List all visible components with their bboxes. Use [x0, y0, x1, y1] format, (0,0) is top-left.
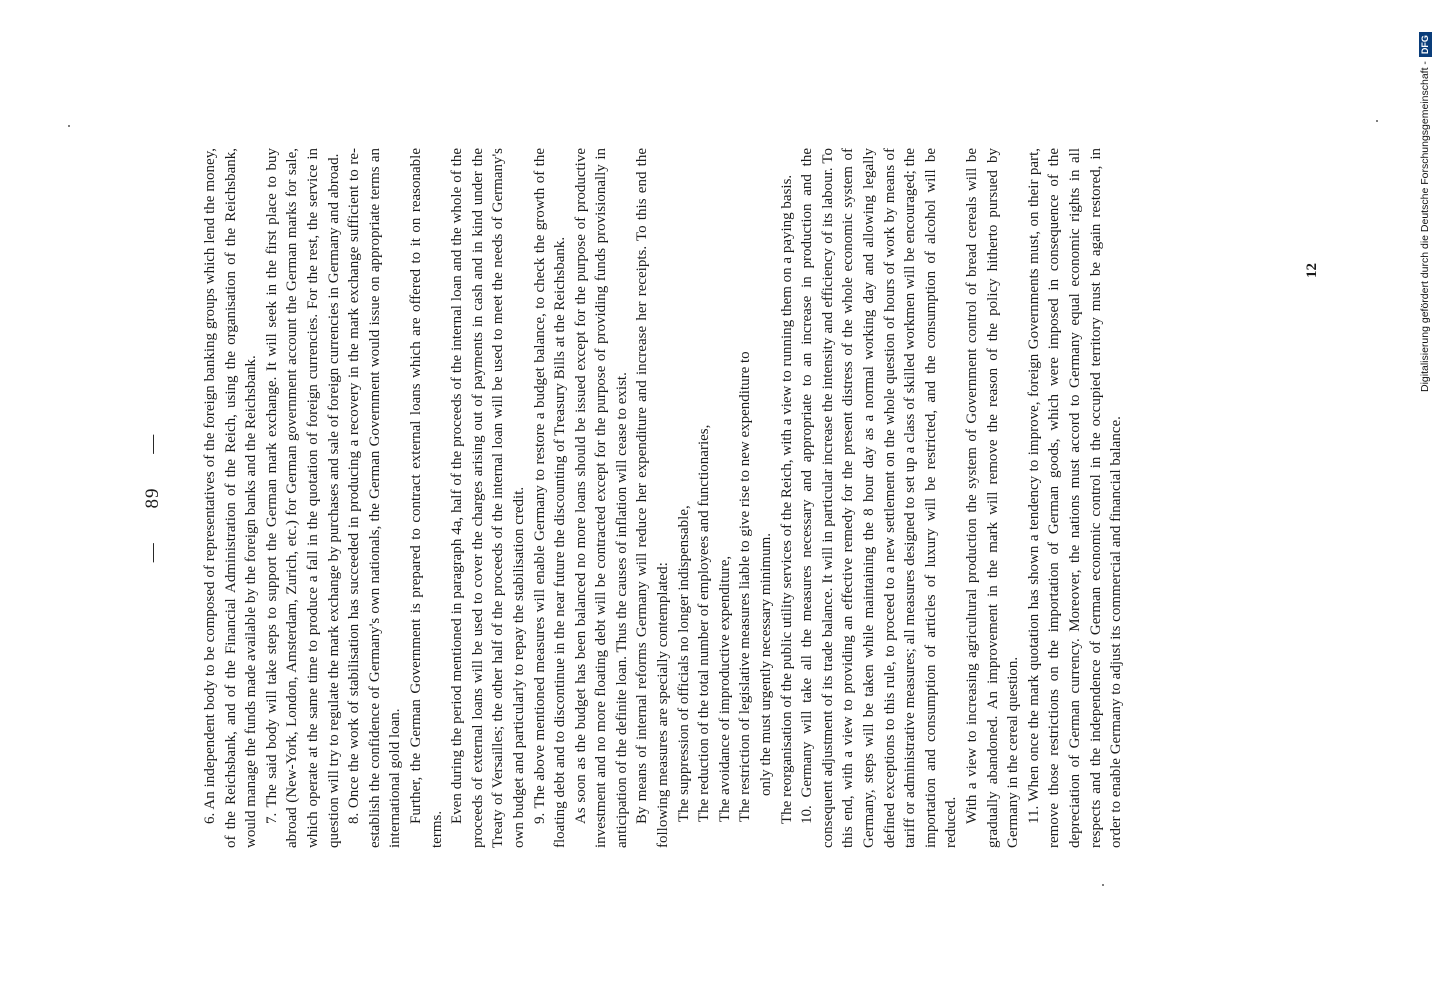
signature-number: 12 [1304, 263, 1320, 278]
measure-item: The avoidance of improductive expenditure, [716, 555, 733, 822]
measure-item-reorganisation: The reorganisation of the public utility services of the Reich, with a view to running them on a paying basis. [778, 174, 795, 824]
header-dash-left: — [142, 542, 163, 563]
paragraph-10-agriculture: With a view to increasing agricultural production the system of Government control of bread cereals will be gradually abandoned. An improvement in the mark will remove the reason of the policy hitherto pursued by Germany in the cereal question. [963, 148, 1022, 848]
scan-speck [1102, 884, 1104, 886]
paragraph-9: 9. The above mentioned measures will enable Germany to restore a budget balance, to check the growth of the floating debt and to discontinue in the near future the discounting of Treasury Bills at the Reichsbank. [531, 148, 569, 848]
header-dash-right: — [142, 433, 163, 454]
paragraph-9-reforms: By means of internal reforms Germany will reduce her expenditure and increase her receipts. To this end the following measures are specially contemplated: [634, 148, 672, 848]
paragraph-7: 7. The said body will take steps to support the German mark exchange. It will seek in the first place to buy abroad (New-York, London, Amsterdam, Zurich, etc.) for German government account the German marks for sale, which operate at the same time to produce a fall in the quotation of foreign currencies. For the rest, the service in question will try to regulate the mark exchange by purchases and sale of foreign currencies in Germany and abroad. [263, 148, 342, 848]
dfg-logo: DFG [1419, 32, 1432, 57]
measure-item: The suppression of officials no longer indispensable, [675, 505, 692, 822]
paragraph-11: 11. When once the mark quotation has shown a tendency to improve, foreign Governments must, on their part, remove those restrictions on the importation of German goods, which were imposed in consequence of the depreciation of German currency. Moreover, the nations must accord to Germany equal economic rights in all respects and the independence of German economic control in the occupied territory must be again restored, in order to enable Germany to adjust its commercial and financial balance. [1025, 148, 1125, 848]
paragraph-8-loan-use: Even during the period mentioned in paragraph 4a, half of the proceeds of the internal loan and the whole of the proceeds of external loans will be used to cover the charges arising out of payments in cash and in kind under the Treaty of Versailles; the other half of the proceeds of the internal loan will be used to meet the needs of Germany's own budget and particularly to repay the stabilisation credit. [449, 148, 527, 848]
paragraph-9-budget: As soon as the budget has been balanced no more loans should be issued except for the purpose of productive investment and no more floating debt will be contracted except for the purpose of providing funds provisionally in anticipation of the definite loan. Thus the causes of inflation will cease to exist. [572, 148, 630, 848]
paragraph-6: 6. An independent body to be composed of representatives of the foreign banking groups which lend the money, of the Reichsbank, and of the Financial Administration of the Reich, using the organisation of the Reichsbank, would manage the funds made available by the foreign banks and the Reichsbank. [202, 148, 260, 848]
rotated-text-block [100, 148, 1320, 848]
paragraph-8: 8. Once the work of stabilisation has succeeded in producing a recovery in the mark exchange sufficient to re-establish the confidence of Germany's own nationals, the German Government would issue on appropriate terms an international gold loan. [346, 148, 404, 848]
page-header [142, 148, 164, 848]
page-number: 89 [142, 487, 163, 509]
paragraph-8-further: Further, the German Government is prepared to contract external loans which are offered to it on reasonable terms. [407, 148, 445, 848]
paragraph-10: 10. Germany will take all the measures necessary and appropriate to an increase in production and the consequent adjustment of its trade balance. It will in particular increase the intensity and efficiency of its labour. To this end, with a view to providing an effective remedy for the present distress of the whole economic system of Germany, steps will be taken while maintaining the 8 hour day as a normal working day and allowing legally defined exceptions to this rule, to proceed to a new settlement on the whole question of hours of work by means of tariff or administrative measures; all measures designed to set up a class of skilled workmen will be encouraged; the importation and consumption of articles of luxury will be restricted, and the consumption of alcohol will be reduced. [799, 148, 960, 848]
digitisation-credit [1416, 0, 1434, 392]
document-body [200, 148, 1127, 848]
credit-text: Digitalisierung gefördert durch die Deutsche Forschungsgemeinschaft - [1419, 61, 1431, 392]
measure-item-continuation: only the must urgently necessary minimum. [758, 532, 775, 796]
scan-speck [68, 125, 70, 127]
scan-speck [1376, 120, 1378, 122]
measure-item: The reduction of the total number of employees and functionaries, [696, 424, 713, 822]
measure-item: The restriction of legislative measures liable to give rise to new expenditure to [737, 351, 754, 822]
